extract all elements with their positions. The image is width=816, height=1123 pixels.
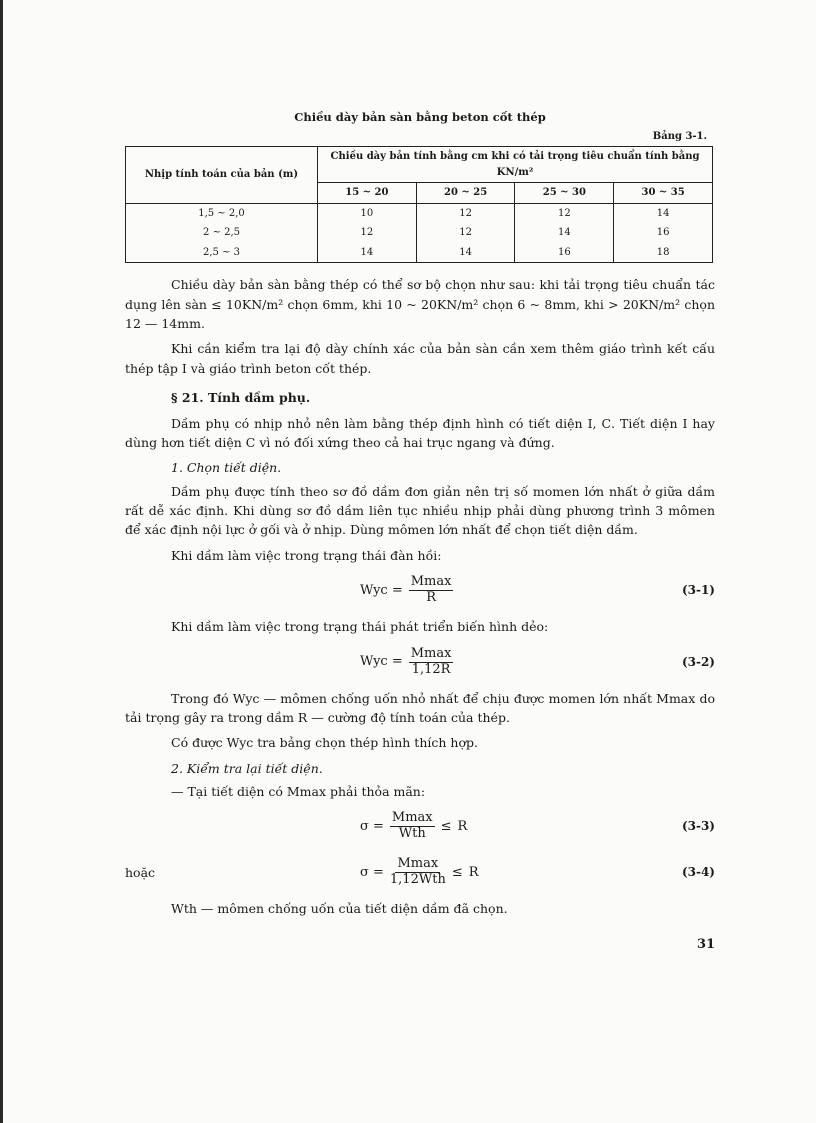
- table-row: [126, 243, 713, 263]
- paragraph: Khi dầm làm việc trong trạng thái đàn hồi:: [171, 547, 442, 563]
- formula-lhs: σ =: [360, 864, 384, 880]
- formula-3-4: [125, 853, 715, 893]
- formula-denominator: R: [426, 590, 436, 606]
- formula-3-1: [125, 571, 715, 611]
- formula-numerator: Mmax: [410, 574, 452, 590]
- formula-numerator: Mmax: [397, 856, 439, 872]
- table-cell: 18: [614, 243, 713, 263]
- formula-relation: ≤: [440, 818, 452, 834]
- table-col-header: 20 ~ 25: [416, 183, 515, 204]
- equation-number: (3-2): [681, 654, 715, 669]
- table-cell: 12: [515, 203, 614, 223]
- paragraph: Dầm phụ được tính theo sơ đồ dầm đơn giản nên trị số momen lớn nhất ở giữa dầm rất dễ xác định. Khi dùng sơ đồ dầm liên tục nhiều nhịp phải dùng phương trình 3 mômen để xác định nội lực ở gối và ở nhịp. Dùng mômen lớn nhất để chọn tiết diện dầm.: [125, 483, 715, 538]
- table-title: Chiều dày bản sàn bằng beton cốt thép: [294, 110, 546, 124]
- table-cell: 14: [416, 243, 515, 263]
- subsection-heading: 2. Kiểm tra lại tiết diện.: [171, 760, 323, 776]
- formula-rhs: R: [468, 864, 479, 880]
- paragraph: Khi dầm làm việc trong trạng thái phát triển biến hình dẻo:: [171, 619, 549, 635]
- table-row: [126, 203, 713, 223]
- formula-denominator: 1,12R: [411, 661, 451, 677]
- table-col-header: 25 ~ 30: [515, 183, 614, 204]
- formula-numerator: Mmax: [391, 810, 433, 826]
- formula-numerator: Mmax: [410, 645, 452, 661]
- formula-3-2: [125, 643, 715, 683]
- paragraph: Dầm phụ có nhịp nhỏ nên làm bằng thép định hình có tiết diện I, Ⅽ. Tiết diện I hay dùng hơn tiết diện Ⅽ vì nó đối xứng theo cả hai trục ngang và đứng.: [125, 415, 715, 450]
- table-cell: 10: [318, 203, 417, 223]
- formula-lhs: σ =: [360, 818, 384, 834]
- formula-rhs: R: [457, 818, 468, 834]
- table-cell: 16: [515, 243, 614, 263]
- thickness-table: [125, 146, 713, 263]
- equation-number: (3-1): [681, 583, 715, 598]
- paragraph: Trong đó Wyc — mômen chống uốn nhỏ nhất để chịu được momen lớn nhất Mmax do tải trọng gây ra trong dầm R — cường độ tính toán của thép.: [125, 690, 715, 725]
- paragraph: Chiều dày bản sàn bằng thép có thể sơ bộ chọn như sau: khi tải trọng tiêu chuẩn tác dụng lên sàn ≤ 10KN/m² chọn 6mm, khi 10 ~ 20KN/m² chọn 6 ~ 8mm, khi > 20KN/m² chọn 12 — 14mm.: [125, 277, 715, 332]
- table-label: Bảng 3-1.: [652, 130, 707, 142]
- table-col-header: 30 ~ 35: [614, 183, 713, 204]
- equation-number: (3-4): [681, 865, 715, 880]
- formula-denominator: Wth: [398, 826, 426, 842]
- table-cell: 2,5 ~ 3: [126, 243, 318, 263]
- formula-denominator: 1,12Wth: [389, 872, 446, 888]
- paragraph: Khi cần kiểm tra lại độ dày chính xác của bản sàn cần xem thêm giáo trình kết cấu thép tập I và giáo trình beton cốt thép.: [125, 341, 715, 376]
- formula-lhs: Wyc =: [360, 582, 403, 598]
- table-cell: 16: [614, 223, 713, 243]
- table-col-header: 15 ~ 20: [318, 183, 417, 204]
- table-cell: 12: [318, 223, 417, 243]
- table-cell: 12: [416, 203, 515, 223]
- table-cell: 12: [416, 223, 515, 243]
- table-row-header: Nhịp tính toán của bản (m): [126, 147, 318, 204]
- table-span-header: Chiều dày bản tính bằng cm khi có tải trọng tiêu chuẩn tính bằng KN/m²: [318, 147, 713, 183]
- formula-lhs: Wyc =: [360, 653, 403, 669]
- page-edge: [0, 0, 3, 1123]
- page-number: 31: [697, 937, 716, 952]
- table-row: [126, 223, 713, 243]
- section-heading: § 21. Tính dầm phụ.: [171, 390, 311, 406]
- formula-3-3: [125, 807, 715, 847]
- subsection-heading: 1. Chọn tiết diện.: [171, 460, 282, 476]
- formula-relation: ≤: [451, 864, 463, 880]
- paragraph: Wth — mômen chống uốn của tiết diện dầm đã chọn.: [171, 901, 508, 917]
- document-page: [125, 105, 715, 925]
- paragraph: Có được Wyc tra bảng chọn thép hình thích hợp.: [171, 735, 478, 751]
- table-cell: 1,5 ~ 2,0: [126, 203, 318, 223]
- equation-number: (3-3): [681, 819, 715, 834]
- table-cell: 14: [515, 223, 614, 243]
- formula-connector: hoặc: [125, 865, 156, 881]
- paragraph: — Tại tiết diện có Mmax phải thỏa mãn:: [171, 784, 426, 800]
- table-cell: 14: [614, 203, 713, 223]
- table-cell: 2 ~ 2,5: [126, 223, 318, 243]
- table-cell: 14: [318, 243, 417, 263]
